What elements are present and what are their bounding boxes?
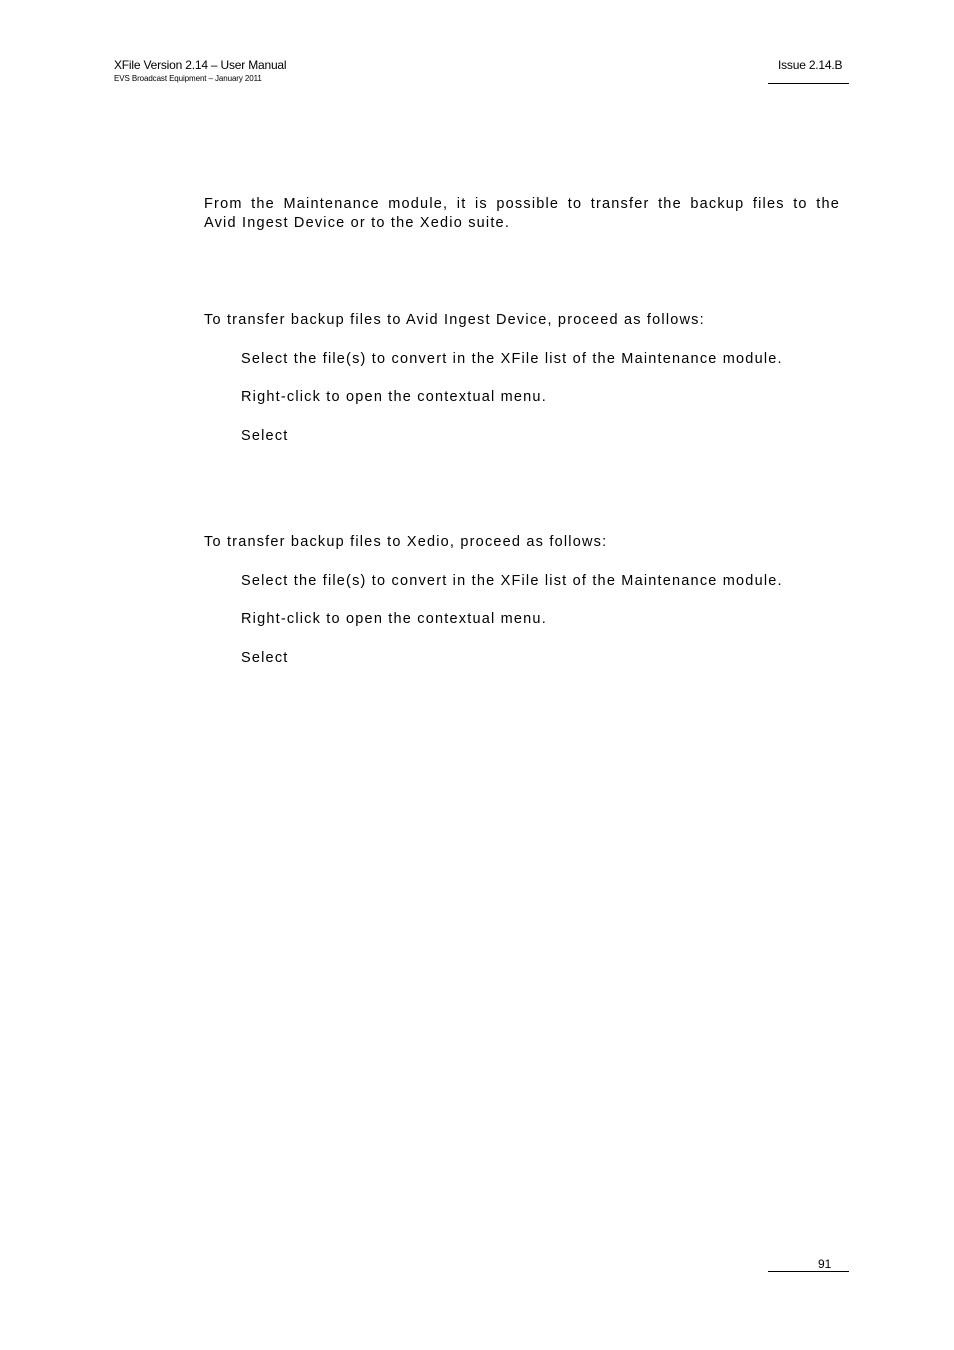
avid-step-1: Select the file(s) to convert in the XFile list of the Maintenance module. — [241, 351, 783, 367]
avid-lead-text: To transfer backup files to Avid Ingest Device, proceed as follows: — [204, 312, 705, 328]
header-rule — [768, 83, 849, 84]
footer-rule — [768, 1271, 849, 1272]
xedio-step-1: Select the file(s) to convert in the XFile list of the Maintenance module. — [241, 573, 783, 589]
document-subtitle: EVS Broadcast Equipment – January 2011 — [114, 74, 262, 83]
issue-label: Issue 2.14.B — [778, 58, 843, 72]
avid-step-2: Right-click to open the contextual menu. — [241, 389, 547, 405]
xedio-lead-text: To transfer backup files to Xedio, proceed as follows: — [204, 534, 608, 550]
avid-step-3: Select — [241, 428, 289, 444]
xedio-step-2: Right-click to open the contextual menu. — [241, 611, 547, 627]
page-number: 91 — [818, 1257, 832, 1271]
document-title: XFile Version 2.14 – User Manual — [114, 58, 287, 72]
intro-line-2: Avid Ingest Device or to the Xedio suite. — [204, 215, 511, 231]
intro-line-1: From the Maintenance module, it is possible to transfer the backup files to the — [204, 196, 840, 212]
intro-paragraph — [204, 195, 840, 233]
xedio-step-3: Select — [241, 650, 289, 666]
